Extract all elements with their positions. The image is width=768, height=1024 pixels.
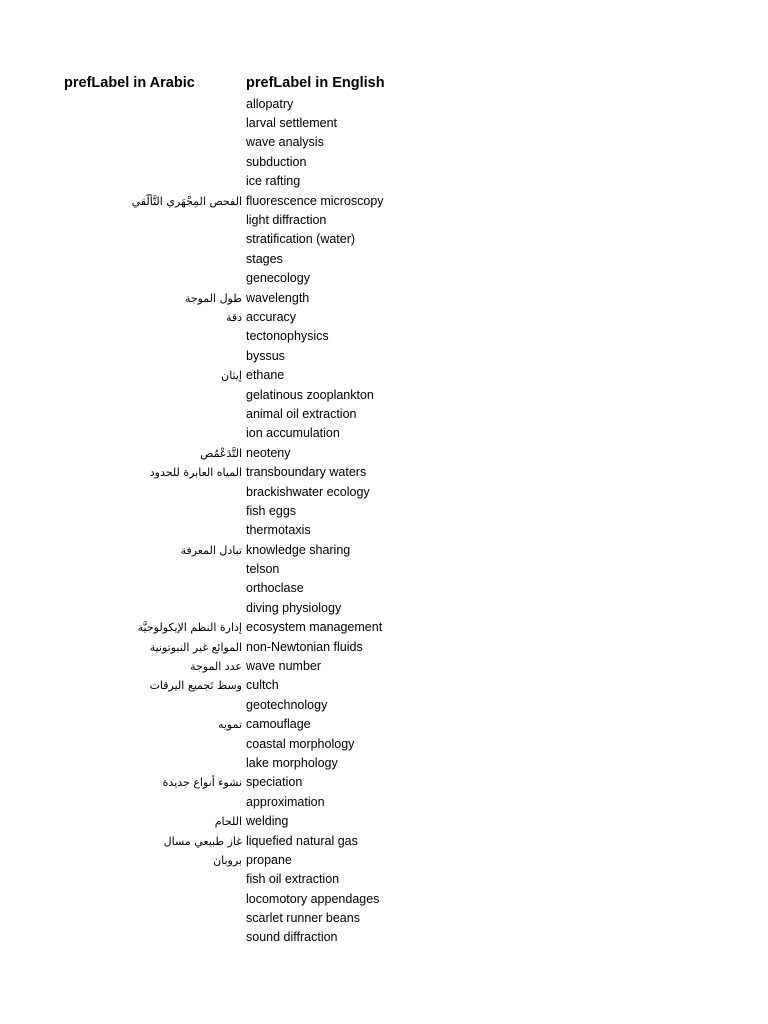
english-label: ice rafting [246, 174, 301, 189]
table-row [0, 249, 768, 268]
arabic-label-cell [0, 291, 244, 305]
table-row [0, 501, 768, 520]
table-row [0, 908, 768, 927]
english-label: lake morphology [246, 755, 338, 770]
english-label: geotechnology [246, 697, 328, 712]
table-row [0, 618, 768, 637]
table-row [0, 598, 768, 617]
table-row [0, 462, 768, 481]
english-label: ethane [246, 368, 285, 383]
table-row [0, 676, 768, 695]
english-label: telson [246, 562, 280, 577]
arabic-label-cell [0, 775, 244, 789]
table-row [0, 811, 768, 830]
table-row [0, 385, 768, 404]
english-label: camouflage [246, 717, 311, 732]
english-label: subduction [246, 154, 307, 169]
header-english: prefLabel in English [246, 75, 385, 91]
table-row [0, 424, 768, 443]
english-label: knowledge sharing [246, 542, 351, 557]
table-row [0, 870, 768, 889]
arabic-label-cell [0, 368, 244, 382]
arabic-label-cell [0, 640, 244, 654]
arabic-label: إدارة النظم الإيكولوجيَّة [137, 621, 242, 635]
arabic-label-cell [0, 814, 244, 828]
term-list [0, 94, 768, 947]
header-row [0, 72, 768, 94]
english-label: accuracy [246, 309, 297, 324]
english-label: scarlet runner beans [246, 911, 360, 926]
english-label: animal oil extraction [246, 406, 357, 421]
arabic-label-cell [0, 310, 244, 324]
arabic-label-cell [0, 853, 244, 867]
english-label: byssus [246, 348, 285, 363]
arabic-label-cell [0, 659, 244, 673]
table-row [0, 365, 768, 384]
arabic-label-cell [0, 194, 244, 208]
english-label: brackishwater ecology [246, 484, 370, 499]
table-row [0, 152, 768, 171]
table-row [0, 540, 768, 559]
english-label: light diffraction [246, 213, 327, 228]
arabic-label: دقة [225, 310, 242, 324]
arabic-label-cell [0, 446, 244, 460]
arabic-label: تمويه [217, 718, 242, 732]
spreadsheet-page [0, 72, 768, 947]
english-label: fluorescence microscopy [246, 193, 384, 208]
english-label: fish eggs [246, 503, 297, 518]
table-row [0, 734, 768, 753]
english-label: speciation [246, 775, 303, 790]
english-label: stages [246, 251, 283, 266]
english-label: tectonophysics [246, 329, 329, 344]
arabic-label: إيثان [221, 369, 242, 383]
table-row [0, 307, 768, 326]
table-row [0, 715, 768, 734]
english-label: orthoclase [246, 581, 304, 596]
arabic-label: المياه العابرة للحدود [149, 466, 242, 480]
header-arabic: prefLabel in Arabic [64, 75, 195, 91]
english-label: larval settlement [246, 116, 338, 131]
english-label: wave number [246, 659, 322, 674]
table-row [0, 656, 768, 675]
english-label: wavelength [246, 290, 310, 305]
english-label: diving physiology [246, 600, 342, 615]
arabic-label: طول الموجة [184, 291, 242, 305]
english-label: allopatry [246, 96, 294, 111]
arabic-label: اللحام [214, 815, 242, 829]
table-row [0, 637, 768, 656]
english-label: welding [246, 814, 289, 829]
arabic-label: نشوء أنواع جديدة [162, 776, 242, 790]
english-label: stratification (water) [246, 232, 356, 247]
english-label: coastal morphology [246, 736, 355, 751]
arabic-label: تبادل المعرفة [180, 543, 242, 557]
english-label: non-Newtonian fluids [246, 639, 363, 654]
english-label: liquefied natural gas [246, 833, 358, 848]
table-row [0, 210, 768, 229]
arabic-label-cell [0, 678, 244, 692]
table-row [0, 113, 768, 132]
table-row [0, 133, 768, 152]
english-label: wave analysis [246, 135, 324, 150]
table-row [0, 172, 768, 191]
english-label: fish oil extraction [246, 872, 340, 887]
table-row [0, 443, 768, 462]
english-label: genecology [246, 271, 310, 286]
table-row [0, 327, 768, 346]
table-row [0, 928, 768, 947]
table-row [0, 288, 768, 307]
table-row [0, 773, 768, 792]
english-label: neoteny [246, 445, 291, 460]
english-label: ion accumulation [246, 426, 340, 441]
table-row [0, 559, 768, 578]
table-row [0, 753, 768, 772]
arabic-label-cell [0, 834, 244, 848]
arabic-label: الموائع غير النيوتونية [149, 640, 242, 654]
table-row [0, 579, 768, 598]
arabic-label-cell [0, 465, 244, 479]
english-label: thermotaxis [246, 523, 311, 538]
table-row [0, 850, 768, 869]
english-label: transboundary waters [246, 465, 367, 480]
table-row [0, 269, 768, 288]
arabic-label: التَّدَعْمُص [200, 446, 242, 460]
arabic-label: عدد الموجة [190, 660, 242, 674]
english-label: gelatinous zooplankton [246, 387, 374, 402]
arabic-label-cell [0, 620, 244, 634]
arabic-label: غاز طبيعي مسال [163, 834, 242, 848]
table-row [0, 191, 768, 210]
arabic-label-cell [0, 717, 244, 731]
english-label: sound diffraction [246, 930, 338, 945]
english-label: propane [246, 852, 292, 867]
table-row [0, 695, 768, 714]
arabic-label-cell [0, 543, 244, 557]
table-row [0, 346, 768, 365]
table-row [0, 792, 768, 811]
table-row [0, 230, 768, 249]
table-row [0, 94, 768, 113]
table-row [0, 831, 768, 850]
table-row [0, 404, 768, 423]
arabic-label: بروبان [213, 853, 242, 867]
table-row [0, 889, 768, 908]
arabic-label: وسط تَجميع اليرقات [149, 679, 242, 693]
table-row [0, 521, 768, 540]
english-label: cultch [246, 678, 279, 693]
english-label: locomotory appendages [246, 891, 380, 906]
english-label: ecosystem management [246, 620, 383, 635]
english-label: approximation [246, 794, 325, 809]
table-row [0, 482, 768, 501]
arabic-label: الفحص المِجْهَري التَّأَلُّقي [131, 194, 242, 208]
